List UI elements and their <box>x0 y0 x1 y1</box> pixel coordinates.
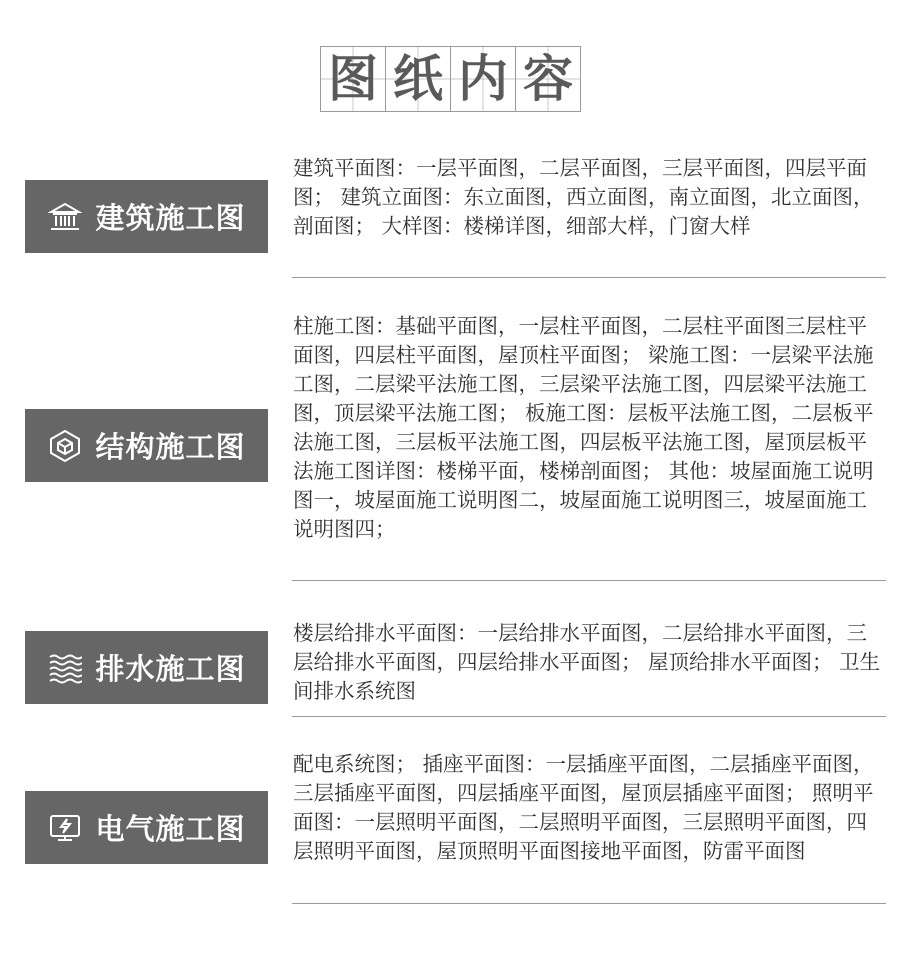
section-label-box <box>25 631 268 704</box>
title-char: 容 <box>515 46 581 112</box>
divider <box>292 903 886 904</box>
page-title <box>320 46 580 112</box>
section-label-box <box>25 180 268 253</box>
section-label: 排水施工图 <box>95 652 246 686</box>
title-char: 纸 <box>385 46 451 112</box>
section-label: 电气施工图 <box>95 812 246 846</box>
electric-screen-icon <box>47 810 83 846</box>
section-description: 建筑平面图：一层平面图，二层平面图，三层平面图，四层平面图； 建筑立面图：东立面图，西立面图，南立面图，北立面图，剖面图； 大样图：楼梯详图，细部大样，门窗大样 <box>293 156 874 238</box>
section-label: 建筑施工图 <box>95 201 246 235</box>
section-description: 柱施工图：基础平面图，一层柱平面图，二层柱平面图三层柱平面图，四层柱平面图，屋顶柱平面图； 梁施工图：一层梁平法施工图，二层梁平法施工图，三层梁平法施工图，四层梁平法施工图，顶层梁平法施工图； 板施工图：层板平法施工图，二层板平法施工图，三层板平法施工图，四层板平法施工图，屋顶层板平法施工图详图：楼梯平面，楼梯剖面图； 其他：坡屋面施工说明图一，坡屋面施工说明图二，坡屋面施工说明图三，坡屋面施工说明图四； <box>293 314 874 541</box>
section-label: 结构施工图 <box>95 430 246 464</box>
building-columns-icon <box>47 199 83 235</box>
title-char: 内 <box>450 46 516 112</box>
divider <box>292 716 886 717</box>
divider <box>292 580 886 581</box>
title-char: 图 <box>320 46 386 112</box>
section-label-box <box>25 409 268 482</box>
water-waves-icon <box>47 650 83 686</box>
structure-cube-icon <box>47 428 83 464</box>
section-description: 楼层给排水平面图：一层给排水平面图，二层给排水平面图，三层给排水平面图，四层给排水平面图； 屋顶给排水平面图； 卫生间排水系统图 <box>293 621 881 703</box>
divider <box>292 277 886 278</box>
section-description: 配电系统图； 插座平面图：一层插座平面图，二层插座平面图，三层插座平面图，四层插座平面图，屋顶层插座平面图； 照明平面图：一层照明平面图，二层照明平面图，三层照明平面图，四层照明平面图，屋顶照明平面图接地平面图，防雷平面图 <box>293 752 874 863</box>
section-label-box <box>25 791 268 864</box>
